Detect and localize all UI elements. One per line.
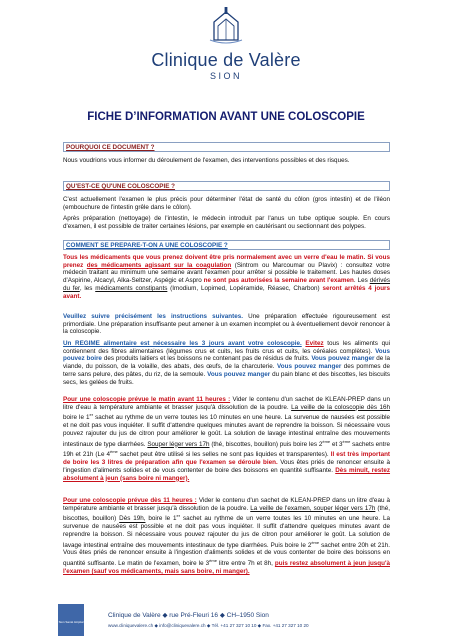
footer-logo [58,604,84,636]
text-run: Vider le contenu d'un sachet de KLEAN-PREP dans un litre d'eau à température ambiante et brasser jusqu'à dissolution de la poudre. [63,497,391,512]
clinic-logo [0,0,452,92]
paragraph-definition: C'est actuellement l'examen le plus précis pour déterminer l'état de santé du côlon (gros intestin) et de l'iléon (embouchure de l'intestin grêle dans le côlon). [63,196,390,211]
text-run: boire le 1 [148,515,177,523]
text-run: ne sont pas autorisées la semaine avant l'examen [203,277,354,285]
text-run: sachet au rythme de un verre toutes les 10 minutes en une heure. La survenue de nausées est possible et ne doit pas vous inquiéter. Il suffit d'attendre quelques minutes avant de reprendre la boisson. Si nécessaire vous pouvez rajouter du jus de citron pour améliorer le goût. La solution de lavage intestinal entraîne des mouvements intestinaux de type diarrhées. Puis boire le 2 [63,515,391,549]
brand-name: Clinique de Valère [151,50,301,70]
paragraph-procedure: Après préparation (nettoyage) de l'intestin, le médecin introduit par l'anus un tube optique souple. En cours d'examen, il est possible de traiter certaines lésions, par exemple en cautérisant ou sectionnant des polypes. [63,215,390,230]
superscript: er [176,513,181,519]
text-run: (Imodium, Lopimed, Lopéramide, Réasec, Charbon) [170,284,320,292]
text-run: Vous pouvez manger [277,363,342,371]
text-run: Il est très important de boire les 3 litres de préparation afin que l'examen se déroule bien. [63,451,391,467]
text-run: Pour une coloscopie prévue le matin avant 11 heures : [63,396,231,403]
text-run: sachet entre 20h et 21h. Vous êtes priés de renoncer ensuite à l'ingestion d'aliments solides et de vous contenter de boire des boissons en quantité suffisante. Le matin de l'examen, boire le 3 [63,541,391,568]
text-run: Vous êtes priés de renoncer ensuite à l'ingestion d'aliments solides et de vous contenter de boire des boissons en quantité suffisante. [63,459,391,474]
text-run: des produits laitiers et les boissons ne contenant pas de résidus de fruits. [103,355,310,363]
footer-logo-text: Sion Santé Hôpital [58,620,84,624]
footer-contact: www.cliniquevalere.ch ◆ info@cliniquevalere.ch ◆ Tél. +41 27 327 10 10 ◆ Fax. +41 27 327 10 20 [108,623,309,628]
superscript: ème [311,539,320,545]
text-run: Si vous prenez [63,254,390,269]
paragraph-instructions [63,313,390,336]
text-run: des médicaments agissant sur la coagulation [86,261,232,269]
superscript: ème [110,449,118,455]
text-run: Tous les médicaments que vous prenez doivent être pris normalement avec un verre d'eau le matin. [63,254,366,261]
text-run: médicaments constipants [95,284,168,292]
superscript: ème [322,438,331,444]
text-run: dérivés du fer [63,277,391,292]
footer-address: Clinique de Valère ◆ rue Pré-Fleuri 16 ◆ CH–1950 Sion [108,612,269,619]
section-heading-why: POURQUOI CE DOCUMENT ? [63,142,390,152]
text-run: du pain blanc et des biscottes, les biscuits secs, les gelées de fruits. [63,370,390,386]
section-heading-what: QU'EST-CE QU'UNE COLOSCOPIE ? [63,181,390,191]
text-run: seront arrêtés 4 jours avant. [63,284,390,300]
text-run: Vider le contenu d'un sachet de KLEAN-PREP dans un litre d'eau à température ambiante et brasser jusqu'à dissolution de la poudre. [63,396,390,411]
text-run: sachet peut être utilisé si les selles ne sont pas liquides et transparentes). [119,451,329,459]
text-run: (Sintrom ou Marcoumar ou Plavix) : consultez votre médecin traitant au minimum une semaine avant l'examen pour arrêter si possible le traitement. Les hautes doses d'Aspirine, Alcacyl, Alka-Seltzer, Aspégic et Aspro [63,261,390,285]
superscript: ème [342,438,351,444]
text-run: Veuillez suivre précisément les instructions suivantes. [63,313,243,320]
text-run: de la viande, du poisson, de la volaille, des abats, des œufs, de la charcuterie. [63,355,391,371]
text-run: . Les [353,277,368,285]
document-title: FICHE D’INFORMATION AVANT UNE COLOSCOPIE [87,111,365,123]
paragraph-diet [63,340,390,386]
text-run: Souper léger vers 17h [147,440,210,448]
text-run: Dès 19h, [119,515,146,523]
paragraph-afternoon-exam [63,497,390,576]
text-run: et 3 [331,440,343,448]
text-run: Vous pouvez boire [63,347,391,363]
text-run: Un REGIME alimentaire est nécessaire les 3 jours avant votre coloscopie. [63,340,302,347]
text-run: Evitez [305,340,324,347]
text-run: sachets entre 19h et 21h (Le 4 [63,440,391,459]
text-run: Vous pouvez manger [207,370,271,378]
text-run: (thé, biscottes, bouillon) puis boire les 2 [211,440,323,448]
brand-city: SION [209,71,242,81]
text-run: sachet au rythme de un verre toutes les 10 minutes en une heure. La survenue de nausées est possible et ne doit pas vous inquiéter. Il suffit d'attendre quelques minutes avant de reprendre la boisson. Si nécessaire vous pouvez rajouter du jus de citron pour améliorer le goût. La solution de lavage intestinal entraîne des mouvements intestinaux de type diarrhées. [63,414,391,448]
text-run: Pour une coloscopie prévue dès 11 heures : [63,497,197,504]
text-run: , les [79,284,93,292]
text-run: puis restez absolument à jeun jusqu'à l'examen (sauf vos médicaments, mais sans boire, ni manger). [63,560,390,575]
paragraph-morning-exam [63,396,390,482]
text-run: Une préparation effectuée rigoureusement est primordiale. Une préparation insuffisante peut amener à un examen incomplet ou à éventuellement devoir renoncer à la coloscopie. [63,313,390,336]
text-run: La veille de l'examen, souper léger vers 17h [250,504,376,512]
section-text-why: Nous voudrions vous informer du déroulement de l'examen, des interventions possibles et des risques. [63,157,350,164]
text-run: Vous pouvez manger [311,355,375,363]
section-heading-preparation: COMMENT SE PREPARE-T-ON A UNE COLOSCOPIE ? [63,240,390,250]
text-run: tous les aliments qui contiennent des fibres alimentaires (légumes crus et cuits, les fruits crus et cuits, les céréales complètes). [63,340,391,355]
clinic-emblem-icon [208,6,244,48]
text-run: litre entre 7h et 8h, [219,560,273,568]
superscript: er [89,412,94,418]
text-run: La veille de la coloscopie dès 16h [291,403,391,411]
text-run: boire le 1 [63,414,90,422]
text-run: (thé, biscottes, bouillon) [63,504,391,523]
superscript: ème [209,558,217,564]
text-run: des pommes de terre sans pelure, des pâtes, du riz, de la semoule. [63,363,391,378]
text-run: Dès minuit, restez absolument à jeun (sans boire ni manger). [63,466,391,482]
paragraph-medications [63,254,390,300]
